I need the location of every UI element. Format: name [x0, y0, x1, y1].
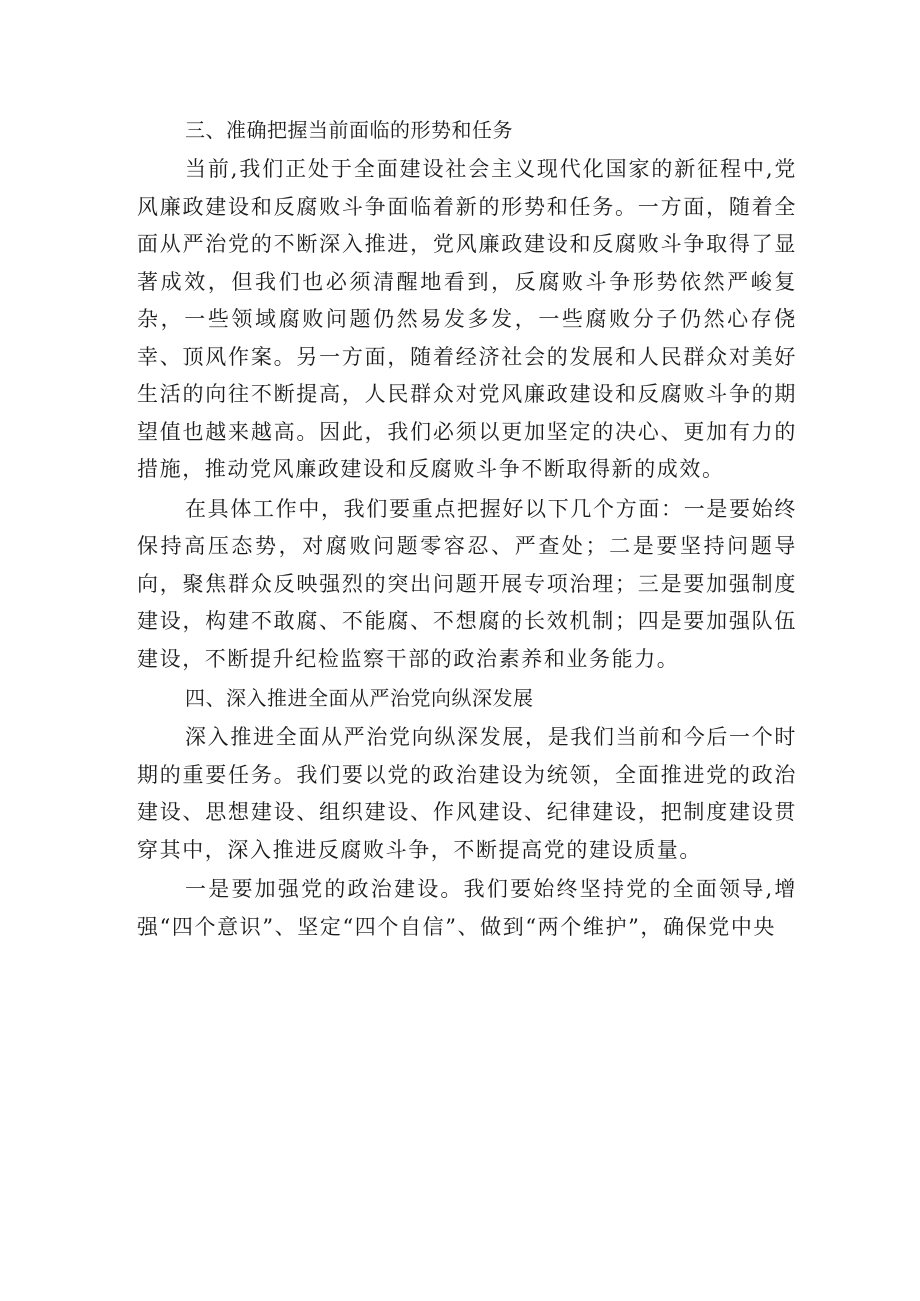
- section-3-paragraph-1: 当前,我们正处于全面建设社会主义现代化国家的新征程中,党风廉政建设和反腐败斗争面临着新的形势和任务。一方面，随着全面从严治党的不断深入推进，党风廉政建设和反腐败斗争取得了显著成效，但我们也必须清醒地看到，反腐败斗争形势依然严峻复杂，一些领域腐败问题仍然易发多发，一些腐败分子仍然心存侥幸、顶风作案。另一方面，随着经济社会的发展和人民群众对美好生活的向往不断提高，人民群众对党风廉政建设和反腐败斗争的期望值也越来越高。因此，我们必须以更加坚定的决心、更加有力的措施，推动党风廉政建设和反腐败斗争不断取得新的成效。: [137, 157, 797, 481]
- section-4-heading: 四、深入推进全面从严治党向纵深发展: [185, 686, 534, 710]
- section-3-heading: 三、准确把握当前面临的形势和任务: [185, 118, 513, 142]
- section-4-paragraph-1: 深入推进全面从严治党向纵深发展，是我们当前和今后一个时期的重要任务。我们要以党的政治建设为统领，全面推进党的政治建设、思想建设、组织建设、作风建设、纪律建设，把制度建设贯穿其中，深入推进反腐败斗争，不断提高党的建设质量。: [137, 725, 797, 862]
- section-4-paragraph-2: 一是要加强党的政治建设。我们要始终坚持党的全面领导,增强“四个意识”、坚定“四个自信”、做到“两个维护”，确保党中央: [137, 877, 797, 939]
- section-3-paragraph-2: 在具体工作中，我们要重点把握好以下几个方面：一是要始终保持高压态势，对腐败问题零容忍、严查处；二是要坚持问题导向，聚焦群众反映强烈的突出问题开展专项治理；三是要加强制度建设，构建不敢腐、不能腐、不想腐的长效机制；四是要加强队伍建设，不断提升纪检监察干部的政治素养和业务能力。: [137, 496, 797, 671]
- document-page: [137, 112, 797, 948]
